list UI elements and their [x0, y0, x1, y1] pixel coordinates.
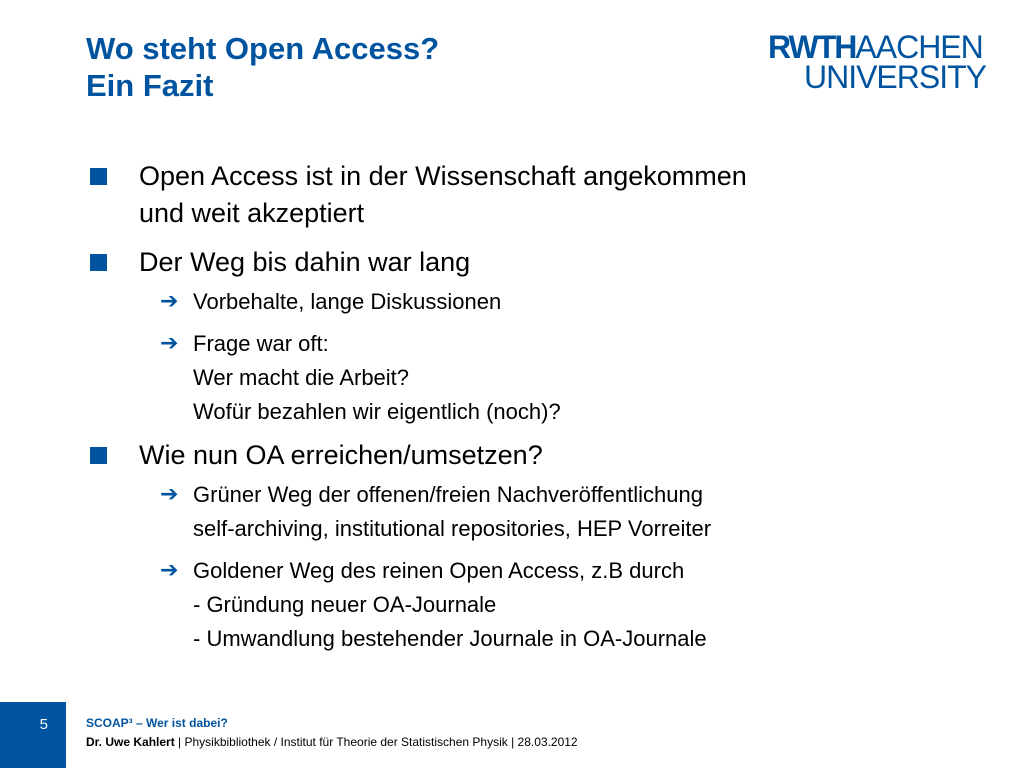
- rwth-logo: [768, 29, 986, 96]
- bullet-item: [86, 437, 946, 474]
- sub-bullet-text: Frage war oft:: [193, 331, 329, 356]
- slide-content: [86, 158, 946, 664]
- bullet-item: [86, 158, 946, 232]
- sub-bullet-item: [86, 285, 946, 319]
- footer-title: SCOAP³ – Wer ist dabei?: [86, 716, 228, 730]
- bullet-text: Wie nun OA erreichen/umsetzen?: [139, 440, 543, 470]
- bullet-text: und weit akzeptiert: [139, 198, 365, 228]
- footer-info: | Physikbibliothek / Institut für Theorie der Statistischen Physik | 28.03.2012: [174, 735, 578, 749]
- logo-rwth: RWTH: [768, 29, 856, 65]
- arrow-right-icon: ➔: [160, 331, 179, 356]
- logo-university: UNIVERSITY: [803, 59, 986, 95]
- sub-bullet-text: Goldener Weg des reinen Open Access, z.B durch: [193, 558, 685, 583]
- slide-title-line2: Ein Fazit: [86, 68, 214, 103]
- footer-details: [86, 733, 578, 752]
- sub-bullet-text: Wofür bezahlen wir eigentlich (noch)?: [193, 399, 561, 424]
- footer-author: Dr. Uwe Kahlert: [86, 735, 175, 749]
- sub-bullet-text: Wer macht die Arbeit?: [193, 365, 410, 390]
- sub-bullet-item: [86, 554, 946, 656]
- arrow-right-icon: ➔: [160, 482, 179, 507]
- bullet-text: Open Access ist in der Wissenschaft angekommen: [139, 161, 747, 191]
- bullet-item: [86, 244, 946, 281]
- logo-aachen: AACHEN: [855, 29, 983, 65]
- sub-bullet-item: [86, 478, 946, 546]
- square-bullet-icon: [90, 168, 107, 185]
- slide-footer: [86, 714, 578, 752]
- sub-bullet-item: [86, 327, 946, 429]
- slide-title-line1: Wo steht Open Access?: [86, 31, 440, 66]
- page-number: 5: [39, 716, 48, 733]
- bullet-text: Der Weg bis dahin war lang: [139, 247, 471, 277]
- square-bullet-icon: [90, 447, 107, 464]
- slide-title: [86, 30, 439, 104]
- sub-bullet-text: Vorbehalte, lange Diskussionen: [193, 289, 502, 314]
- page-number-box: [0, 702, 66, 768]
- sub-bullet-text: - Umwandlung bestehender Journale in OA-Journale: [193, 626, 707, 651]
- square-bullet-icon: [90, 254, 107, 271]
- sub-bullet-text: Grüner Weg der offenen/freien Nachveröffentlichung: [193, 482, 703, 507]
- sub-bullet-text: self-archiving, institutional repositories, HEP Vorreiter: [193, 516, 712, 541]
- arrow-right-icon: ➔: [160, 289, 179, 314]
- arrow-right-icon: ➔: [160, 558, 179, 583]
- sub-bullet-text: - Gründung neuer OA-Journale: [193, 592, 497, 617]
